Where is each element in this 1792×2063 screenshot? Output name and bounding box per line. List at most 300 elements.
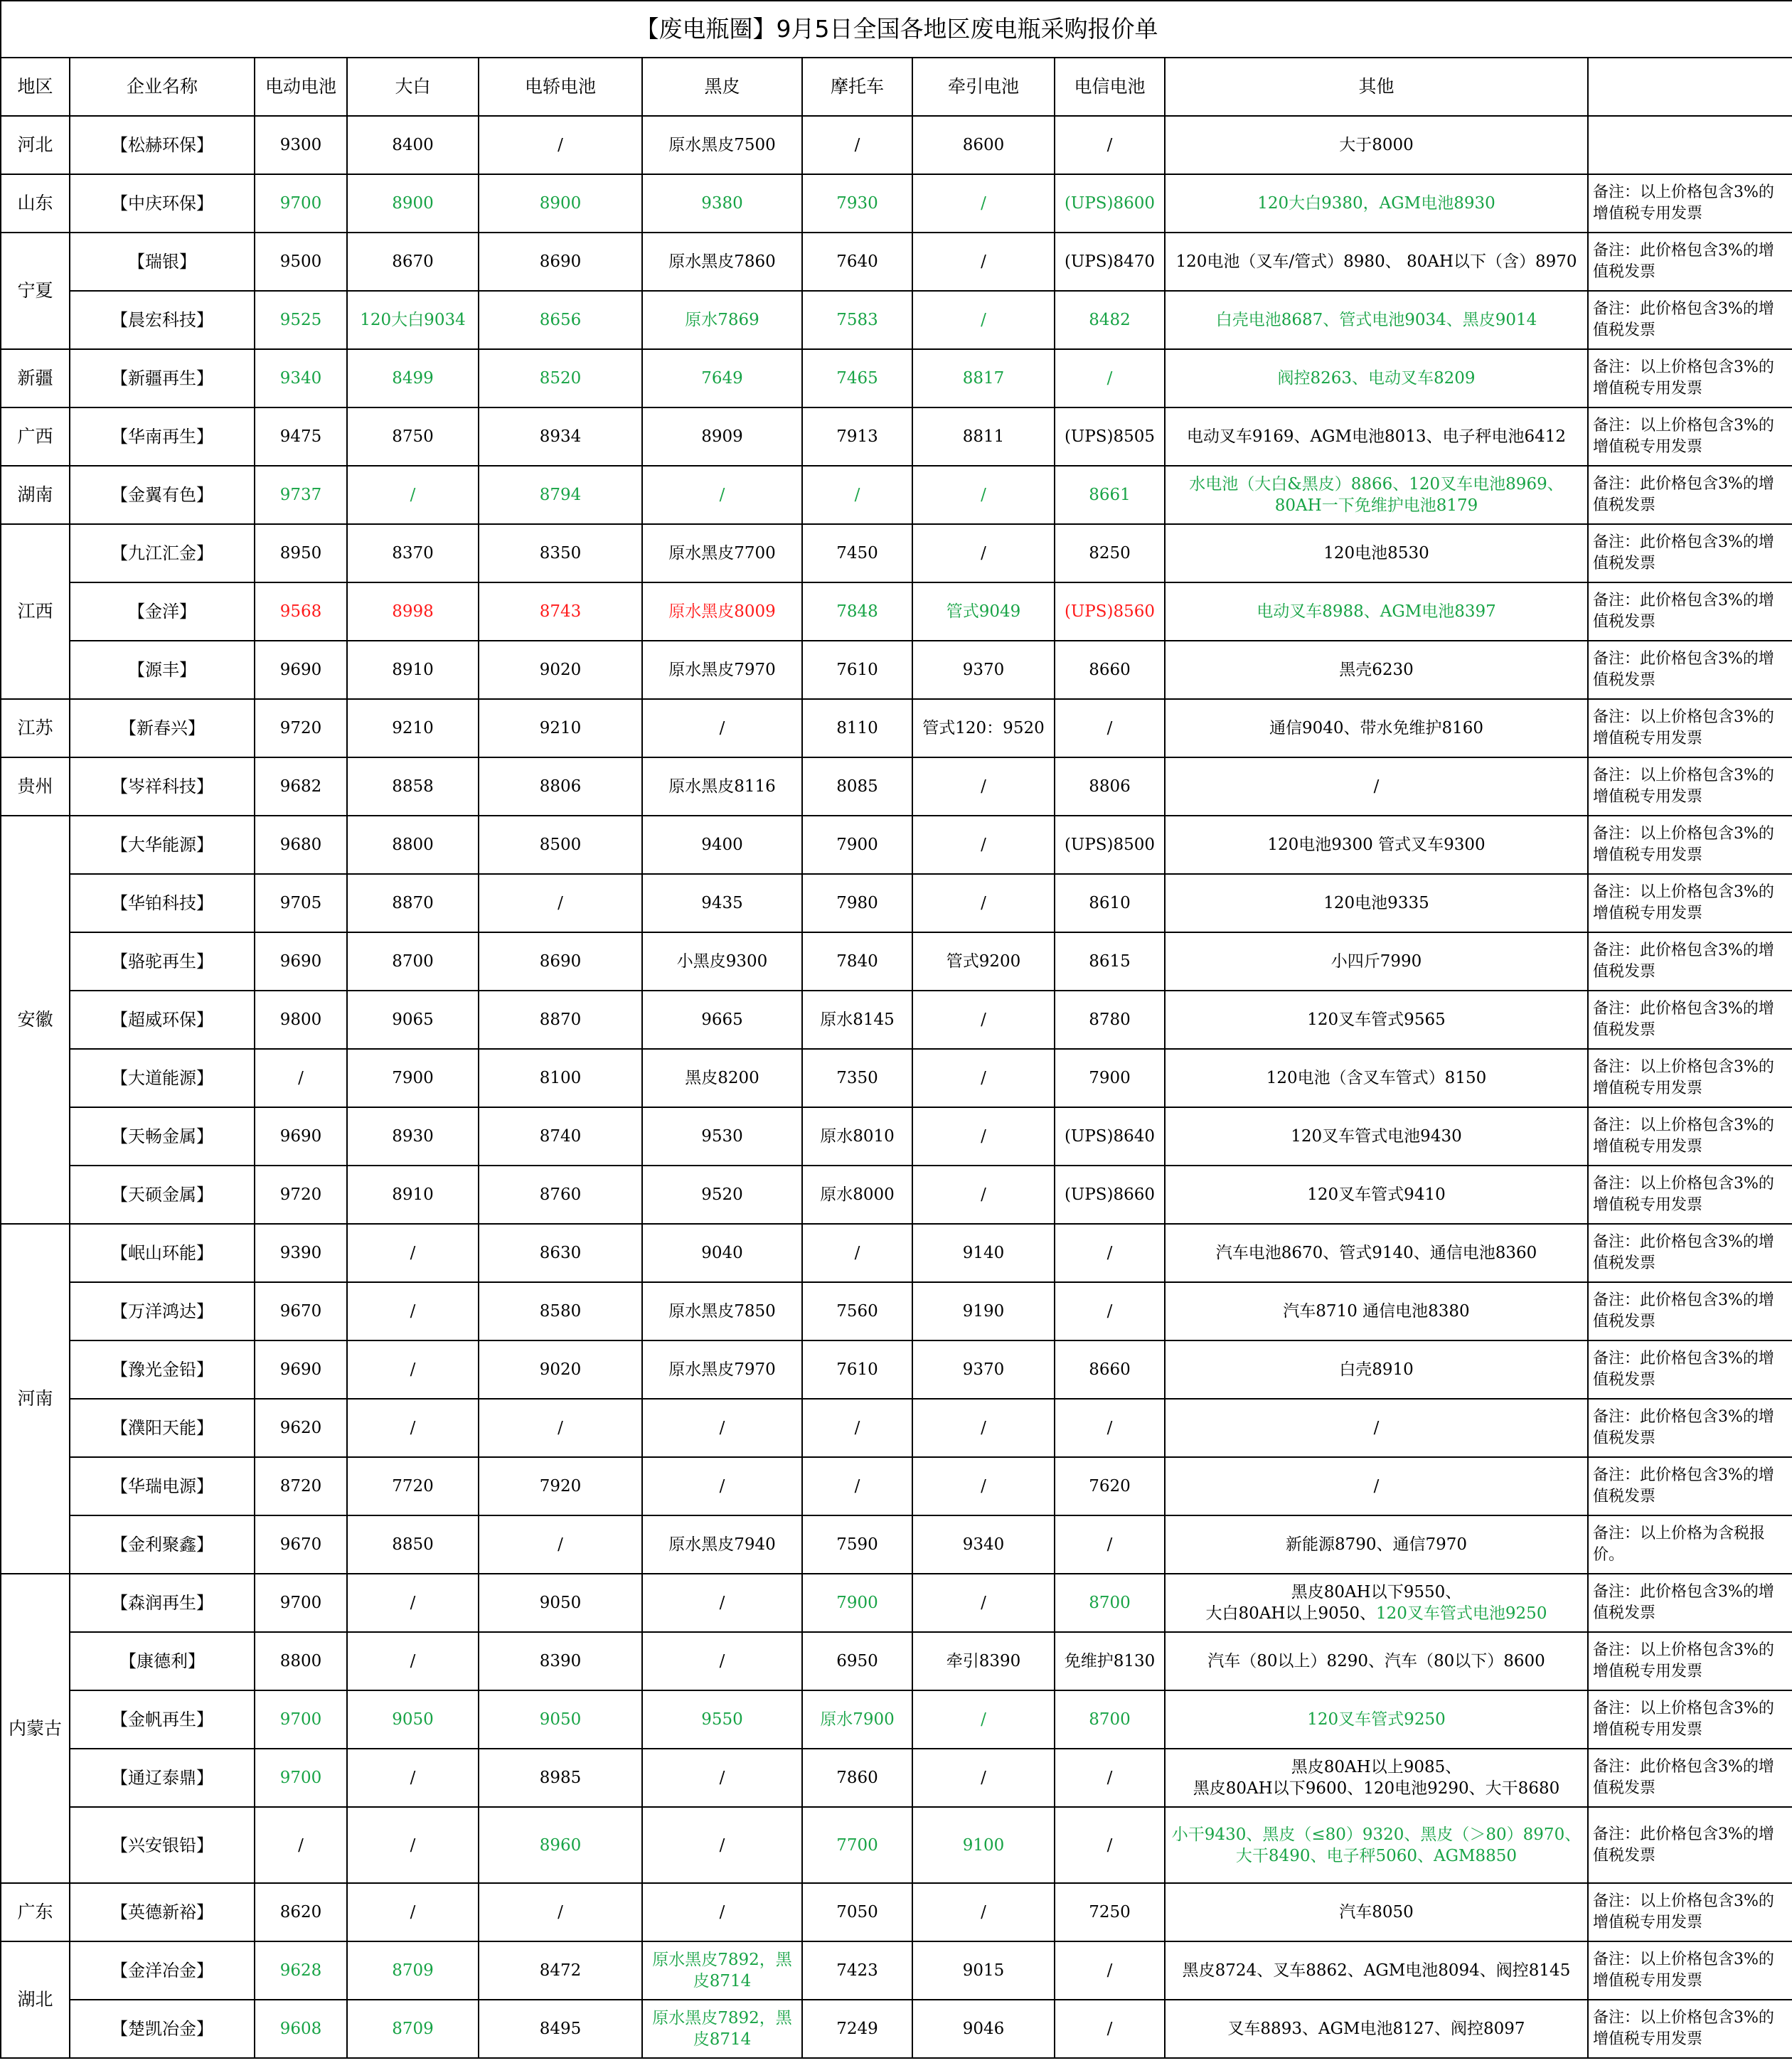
ev-battery-cell: 9690 — [255, 932, 347, 991]
company-cell: 【岑祥科技】 — [70, 757, 255, 816]
other-cell: 120叉车管式电池9430 — [1165, 1107, 1588, 1166]
traction-cell: 管式9200 — [912, 932, 1055, 991]
remark-cell — [1588, 116, 1792, 174]
other-cell: 通信9040、带水免维护8160 — [1165, 699, 1588, 757]
motorcycle-cell: / — [802, 1224, 912, 1282]
heipi-cell: 9550 — [642, 1690, 802, 1749]
other-cell: 120叉车管式9410 — [1165, 1166, 1588, 1224]
table-row — [1, 1574, 1792, 1632]
company-cell: 【豫光金铅】 — [70, 1340, 255, 1399]
heipi-cell: 9040 — [642, 1224, 802, 1282]
remark-cell: 备注：此价格包含3%的增值税发票 — [1588, 991, 1792, 1049]
ev-battery-cell: 8620 — [255, 1883, 347, 1941]
region-cell: 江苏 — [1, 699, 70, 757]
ev-battery-cell: 9690 — [255, 641, 347, 699]
other-cell: 120叉车管式9250 — [1165, 1690, 1588, 1749]
remark-cell: 备注：此价格包含3%的增值税发票 — [1588, 1224, 1792, 1282]
table-row — [1, 291, 1792, 349]
dabai-cell: / — [347, 1224, 479, 1282]
telecom-cell: (UPS)8660 — [1055, 1166, 1165, 1224]
column-header: 电轿电池 — [479, 58, 642, 116]
heipi-cell: / — [642, 699, 802, 757]
car-battery-cell: 8985 — [479, 1749, 642, 1807]
traction-cell: / — [912, 291, 1055, 349]
region-cell: 湖北 — [1, 1941, 70, 2058]
traction-cell: / — [912, 466, 1055, 524]
company-cell: 【金翼有色】 — [70, 466, 255, 524]
motorcycle-cell: 7900 — [802, 1574, 912, 1632]
company-cell: 【岷山环能】 — [70, 1224, 255, 1282]
column-header: 黑皮 — [642, 58, 802, 116]
other-cell: / — [1165, 1399, 1588, 1457]
heipi-cell: 原水黑皮7970 — [642, 641, 802, 699]
motorcycle-cell: / — [802, 116, 912, 174]
ev-battery-cell: 9800 — [255, 991, 347, 1049]
table-row — [1, 1224, 1792, 1282]
company-cell: 【松赫环保】 — [70, 116, 255, 174]
traction-cell: 管式9049 — [912, 582, 1055, 641]
ev-battery-cell: 9737 — [255, 466, 347, 524]
motorcycle-cell: 7590 — [802, 1515, 912, 1574]
table-row — [1, 407, 1792, 466]
other-cell: 120电池9335 — [1165, 874, 1588, 932]
car-battery-cell: 8743 — [479, 582, 642, 641]
car-battery-cell: 8350 — [479, 524, 642, 582]
other-cell: 白壳电池8687、管式电池9034、黑皮9014 — [1165, 291, 1588, 349]
table-row — [1, 699, 1792, 757]
car-battery-cell: / — [479, 1515, 642, 1574]
dabai-cell: / — [347, 1632, 479, 1690]
region-cell: 安徽 — [1, 816, 70, 1224]
table-row — [1, 1883, 1792, 1941]
traction-cell: / — [912, 233, 1055, 291]
heipi-cell: 8909 — [642, 407, 802, 466]
motorcycle-cell: 7913 — [802, 407, 912, 466]
remark-cell: 备注：以上价格包含3%的增值税专用发票 — [1588, 1690, 1792, 1749]
car-battery-cell: 8100 — [479, 1049, 642, 1107]
dabai-cell: 8870 — [347, 874, 479, 932]
car-battery-cell: / — [479, 874, 642, 932]
motorcycle-cell: 原水8010 — [802, 1107, 912, 1166]
motorcycle-cell: 7700 — [802, 1807, 912, 1883]
region-cell: 广东 — [1, 1883, 70, 1941]
column-header: 企业名称 — [70, 58, 255, 116]
dabai-cell: / — [347, 1282, 479, 1340]
heipi-cell: / — [642, 1632, 802, 1690]
table-row — [1, 1166, 1792, 1224]
ev-battery-cell: 9670 — [255, 1515, 347, 1574]
column-header — [1588, 58, 1792, 116]
telecom-cell: / — [1055, 1515, 1165, 1574]
car-battery-cell: 9210 — [479, 699, 642, 757]
motorcycle-cell: 7350 — [802, 1049, 912, 1107]
company-cell: 【英德新裕】 — [70, 1883, 255, 1941]
other-cell: 新能源8790、通信7970 — [1165, 1515, 1588, 1574]
heipi-cell: 原水7869 — [642, 291, 802, 349]
car-battery-cell: 9050 — [479, 1574, 642, 1632]
telecom-cell: 8660 — [1055, 1340, 1165, 1399]
telecom-cell: / — [1055, 349, 1165, 407]
motorcycle-cell: 7450 — [802, 524, 912, 582]
telecom-cell: 8615 — [1055, 932, 1165, 991]
dabai-cell: 8930 — [347, 1107, 479, 1166]
remark-cell: 备注：以上价格包含3%的增值税专用发票 — [1588, 1107, 1792, 1166]
other-cell: 阀控8263、电动叉车8209 — [1165, 349, 1588, 407]
dabai-cell: 9050 — [347, 1690, 479, 1749]
remark-cell: 备注：此价格包含3%的增值税发票 — [1588, 1457, 1792, 1515]
company-cell: 【大道能源】 — [70, 1049, 255, 1107]
table-row — [1, 233, 1792, 291]
telecom-cell: / — [1055, 1749, 1165, 1807]
heipi-cell: 原水黑皮7500 — [642, 116, 802, 174]
remark-cell: 备注：此价格包含3%的增值税发票 — [1588, 233, 1792, 291]
company-cell: 【天硕金属】 — [70, 1166, 255, 1224]
remark-cell: 备注：以上价格包含3%的增值税专用发票 — [1588, 699, 1792, 757]
ev-battery-cell: 9628 — [255, 1941, 347, 2000]
remark-cell: 备注：此价格包含3%的增值税发票 — [1588, 524, 1792, 582]
table-row — [1, 757, 1792, 816]
table-row — [1, 349, 1792, 407]
heipi-cell: 原水黑皮7970 — [642, 1340, 802, 1399]
page-title: 【废电瓶圈】9月5日全国各地区废电瓶采购报价单 — [1, 1, 1792, 58]
motorcycle-cell: 7583 — [802, 291, 912, 349]
heipi-cell: 原水黑皮7892，黑皮8714 — [642, 2000, 802, 2058]
car-battery-cell: 8760 — [479, 1166, 642, 1224]
motorcycle-cell: 原水8000 — [802, 1166, 912, 1224]
telecom-cell: 8482 — [1055, 291, 1165, 349]
traction-cell: 9015 — [912, 1941, 1055, 2000]
dabai-cell: 8800 — [347, 816, 479, 874]
region-cell: 内蒙古 — [1, 1574, 70, 1883]
remark-cell: 备注：以上价格包含3%的增值税专用发票 — [1588, 1049, 1792, 1107]
heipi-cell: 9530 — [642, 1107, 802, 1166]
ev-battery-cell: 8720 — [255, 1457, 347, 1515]
company-cell: 【金洋冶金】 — [70, 1941, 255, 2000]
car-battery-cell: 8656 — [479, 291, 642, 349]
other-cell: 黑壳6230 — [1165, 641, 1588, 699]
heipi-cell: / — [642, 1883, 802, 1941]
motorcycle-cell: 7848 — [802, 582, 912, 641]
table-row — [1, 466, 1792, 524]
motorcycle-cell: 7560 — [802, 1282, 912, 1340]
heipi-cell: / — [642, 1749, 802, 1807]
ev-battery-cell: 9720 — [255, 1166, 347, 1224]
table-row — [1, 1632, 1792, 1690]
motorcycle-cell: / — [802, 466, 912, 524]
other-cell — [1165, 1574, 1588, 1632]
telecom-cell: 8660 — [1055, 641, 1165, 699]
company-cell: 【中庆环保】 — [70, 174, 255, 233]
heipi-cell: 9380 — [642, 174, 802, 233]
region-cell: 宁夏 — [1, 233, 70, 349]
remark-cell: 备注：此价格包含3%的增值税发票 — [1588, 1282, 1792, 1340]
telecom-cell: 8610 — [1055, 874, 1165, 932]
company-cell: 【九江汇金】 — [70, 524, 255, 582]
ev-battery-cell: 9700 — [255, 1690, 347, 1749]
region-cell: 贵州 — [1, 757, 70, 816]
car-battery-cell: 9050 — [479, 1690, 642, 1749]
remark-cell: 备注：此价格包含3%的增值税发票 — [1588, 932, 1792, 991]
motorcycle-cell: 7640 — [802, 233, 912, 291]
dabai-cell: / — [347, 1883, 479, 1941]
table-row — [1, 1107, 1792, 1166]
dabai-cell: 8709 — [347, 2000, 479, 2058]
other-cell — [1165, 1749, 1588, 1807]
other-cell: 小四斤7990 — [1165, 932, 1588, 991]
heipi-cell: 原水黑皮7850 — [642, 1282, 802, 1340]
heipi-cell: 9435 — [642, 874, 802, 932]
traction-cell: 9100 — [912, 1807, 1055, 1883]
telecom-cell: / — [1055, 116, 1165, 174]
traction-cell: 9340 — [912, 1515, 1055, 1574]
motorcycle-cell: 7423 — [802, 1941, 912, 2000]
company-cell: 【金利聚鑫】 — [70, 1515, 255, 1574]
table-row — [1, 1690, 1792, 1749]
remark-cell: 备注：以上价格包含3%的增值税专用发票 — [1588, 174, 1792, 233]
remark-cell: 备注：以上价格包含3%的增值税专用发票 — [1588, 2000, 1792, 2058]
company-cell: 【新春兴】 — [70, 699, 255, 757]
remark-cell: 备注：以上价格为含税报价。 — [1588, 1515, 1792, 1574]
remark-cell: 备注：此价格包含3%的增值税发票 — [1588, 641, 1792, 699]
traction-cell: 8811 — [912, 407, 1055, 466]
ev-battery-cell: 9705 — [255, 874, 347, 932]
company-cell: 【通辽泰鼎】 — [70, 1749, 255, 1807]
company-cell: 【森润再生】 — [70, 1574, 255, 1632]
other-cell: 大于8000 — [1165, 116, 1588, 174]
ev-battery-cell: 9690 — [255, 1107, 347, 1166]
traction-cell: / — [912, 1749, 1055, 1807]
company-cell: 【楚凯冶金】 — [70, 2000, 255, 2058]
traction-cell: / — [912, 816, 1055, 874]
heipi-cell: 9665 — [642, 991, 802, 1049]
traction-cell: 9046 — [912, 2000, 1055, 2058]
company-cell: 【源丰】 — [70, 641, 255, 699]
ev-battery-cell: 8950 — [255, 524, 347, 582]
traction-cell: 9140 — [912, 1224, 1055, 1282]
traction-cell: / — [912, 524, 1055, 582]
region-cell: 广西 — [1, 407, 70, 466]
ev-battery-cell: / — [255, 1049, 347, 1107]
company-cell: 【华铂科技】 — [70, 874, 255, 932]
car-battery-cell: 8934 — [479, 407, 642, 466]
traction-cell: 8600 — [912, 116, 1055, 174]
motorcycle-cell: 7610 — [802, 1340, 912, 1399]
dabai-cell: 8858 — [347, 757, 479, 816]
telecom-cell: 7900 — [1055, 1049, 1165, 1107]
company-cell: 【华南再生】 — [70, 407, 255, 466]
motorcycle-cell: / — [802, 1399, 912, 1457]
motorcycle-cell: 8110 — [802, 699, 912, 757]
dabai-cell: 8709 — [347, 1941, 479, 2000]
region-cell: 新疆 — [1, 349, 70, 407]
remark-cell: 备注：此价格包含3%的增值税发票 — [1588, 1399, 1792, 1457]
ev-battery-cell: 9700 — [255, 174, 347, 233]
remark-cell: 备注：以上价格包含3%的增值税专用发票 — [1588, 349, 1792, 407]
table-row — [1, 1807, 1792, 1883]
ev-battery-cell: 9670 — [255, 1282, 347, 1340]
dabai-cell: / — [347, 1807, 479, 1883]
motorcycle-cell: / — [802, 1457, 912, 1515]
traction-cell: 牵引8390 — [912, 1632, 1055, 1690]
dabai-cell: 9065 — [347, 991, 479, 1049]
car-battery-cell: / — [479, 1883, 642, 1941]
table-header-row — [1, 58, 1792, 116]
car-battery-cell: 8794 — [479, 466, 642, 524]
ev-battery-cell: 9340 — [255, 349, 347, 407]
telecom-cell: 免维护8130 — [1055, 1632, 1165, 1690]
other-cell: 水电池（大白&黑皮）8866、120叉车电池8969、80AH一下免维护电池8179 — [1165, 466, 1588, 524]
telecom-cell: / — [1055, 1282, 1165, 1340]
other-cell-line: 黑皮80AH以下9550、 — [1291, 1583, 1462, 1601]
traction-cell: / — [912, 1166, 1055, 1224]
remark-cell: 备注：以上价格包含3%的增值税专用发票 — [1588, 1883, 1792, 1941]
car-battery-cell: 8520 — [479, 349, 642, 407]
heipi-cell: 原水黑皮8009 — [642, 582, 802, 641]
ev-battery-cell: 9390 — [255, 1224, 347, 1282]
region-cell: 山东 — [1, 174, 70, 233]
table-row — [1, 1049, 1792, 1107]
ev-battery-cell: 9680 — [255, 816, 347, 874]
motorcycle-cell: 7900 — [802, 816, 912, 874]
telecom-cell: (UPS)8600 — [1055, 174, 1165, 233]
company-cell: 【华瑞电源】 — [70, 1457, 255, 1515]
table-row — [1, 524, 1792, 582]
motorcycle-cell: 7050 — [802, 1883, 912, 1941]
other-cell: 汽车电池8670、管式9140、通信电池8360 — [1165, 1224, 1588, 1282]
other-cell: 120电池9300 管式叉车9300 — [1165, 816, 1588, 874]
column-header: 电动电池 — [255, 58, 347, 116]
remark-cell: 备注：此价格包含3%的增值税发票 — [1588, 1574, 1792, 1632]
heipi-cell: 9520 — [642, 1166, 802, 1224]
telecom-cell: (UPS)8470 — [1055, 233, 1165, 291]
traction-cell: 9190 — [912, 1282, 1055, 1340]
motorcycle-cell: 7610 — [802, 641, 912, 699]
traction-cell: / — [912, 1107, 1055, 1166]
company-cell: 【天畅金属】 — [70, 1107, 255, 1166]
motorcycle-cell: 6950 — [802, 1632, 912, 1690]
dabai-cell: 8670 — [347, 233, 479, 291]
traction-cell: / — [912, 1049, 1055, 1107]
dabai-cell: / — [347, 1340, 479, 1399]
telecom-cell: / — [1055, 1399, 1165, 1457]
other-cell: 白壳8910 — [1165, 1340, 1588, 1399]
telecom-cell: 8700 — [1055, 1690, 1165, 1749]
heipi-cell: 原水黑皮7860 — [642, 233, 802, 291]
car-battery-cell: 8900 — [479, 174, 642, 233]
other-cell: 汽车8050 — [1165, 1883, 1588, 1941]
dabai-cell: / — [347, 1574, 479, 1632]
traction-cell: 9370 — [912, 1340, 1055, 1399]
ev-battery-cell: 9720 — [255, 699, 347, 757]
heipi-cell: 原水黑皮7892，黑皮8714 — [642, 1941, 802, 2000]
table-row — [1, 1340, 1792, 1399]
remark-cell: 备注：此价格包含3%的增值税发票 — [1588, 466, 1792, 524]
region-cell: 江西 — [1, 524, 70, 699]
other-cell: 汽车8710 通信电池8380 — [1165, 1282, 1588, 1340]
telecom-cell: (UPS)8640 — [1055, 1107, 1165, 1166]
dabai-cell: 7720 — [347, 1457, 479, 1515]
remark-cell: 备注：以上价格包含3%的增值税专用发票 — [1588, 407, 1792, 466]
telecom-cell: 8661 — [1055, 466, 1165, 524]
dabai-cell: 8700 — [347, 932, 479, 991]
car-battery-cell: 8630 — [479, 1224, 642, 1282]
motorcycle-cell: 7249 — [802, 2000, 912, 2058]
car-battery-cell: 8472 — [479, 1941, 642, 2000]
heipi-cell: 9400 — [642, 816, 802, 874]
company-cell: 【超威环保】 — [70, 991, 255, 1049]
table-row — [1, 2000, 1792, 2058]
heipi-cell: 原水黑皮7700 — [642, 524, 802, 582]
other-cell: 电动叉车8988、AGM电池8397 — [1165, 582, 1588, 641]
heipi-cell: / — [642, 466, 802, 524]
ev-battery-cell: 9525 — [255, 291, 347, 349]
company-cell: 【兴安银铅】 — [70, 1807, 255, 1883]
region-cell: 河北 — [1, 116, 70, 174]
ev-battery-cell: 9300 — [255, 116, 347, 174]
remark-cell: 备注：此价格包含3%的增值税发票 — [1588, 1340, 1792, 1399]
telecom-cell: / — [1055, 1807, 1165, 1883]
car-battery-cell: 8580 — [479, 1282, 642, 1340]
dabai-cell: 8499 — [347, 349, 479, 407]
other-cell: 120电池8530 — [1165, 524, 1588, 582]
dabai-cell: 9210 — [347, 699, 479, 757]
telecom-cell: / — [1055, 2000, 1165, 2058]
table-row — [1, 116, 1792, 174]
other-cell: 黑皮8724、叉车8862、AGM电池8094、阀控8145 — [1165, 1941, 1588, 2000]
traction-cell: / — [912, 1574, 1055, 1632]
car-battery-cell: 9020 — [479, 641, 642, 699]
motorcycle-cell: 原水7900 — [802, 1690, 912, 1749]
traction-cell: / — [912, 874, 1055, 932]
car-battery-cell: 8500 — [479, 816, 642, 874]
heipi-cell: 7649 — [642, 349, 802, 407]
car-battery-cell: 8390 — [479, 1632, 642, 1690]
traction-cell: / — [912, 1399, 1055, 1457]
telecom-cell: 7250 — [1055, 1883, 1165, 1941]
other-cell: 120叉车管式9565 — [1165, 991, 1588, 1049]
car-battery-cell: 8870 — [479, 991, 642, 1049]
heipi-cell: 黑皮8200 — [642, 1049, 802, 1107]
motorcycle-cell: 7930 — [802, 174, 912, 233]
ev-battery-cell: 9700 — [255, 1749, 347, 1807]
remark-cell: 备注：此价格包含3%的增值税发票 — [1588, 1807, 1792, 1883]
telecom-cell: (UPS)8505 — [1055, 407, 1165, 466]
heipi-cell: / — [642, 1399, 802, 1457]
dabai-cell: 8910 — [347, 1166, 479, 1224]
telecom-cell: (UPS)8500 — [1055, 816, 1165, 874]
traction-cell: / — [912, 757, 1055, 816]
remark-cell: 备注：此价格包含3%的增值税发票 — [1588, 1749, 1792, 1807]
table-row — [1, 874, 1792, 932]
motorcycle-cell: 原水8145 — [802, 991, 912, 1049]
remark-cell: 备注：以上价格包含3%的增值税专用发票 — [1588, 1166, 1792, 1224]
traction-cell: / — [912, 1690, 1055, 1749]
table-row — [1, 816, 1792, 874]
motorcycle-cell: 8085 — [802, 757, 912, 816]
ev-battery-cell: / — [255, 1807, 347, 1883]
ev-battery-cell: 9500 — [255, 233, 347, 291]
company-cell: 【新疆再生】 — [70, 349, 255, 407]
table-row — [1, 991, 1792, 1049]
telecom-cell: 7620 — [1055, 1457, 1165, 1515]
column-header: 电信电池 — [1055, 58, 1165, 116]
company-cell: 【金洋】 — [70, 582, 255, 641]
company-cell: 【骆驼再生】 — [70, 932, 255, 991]
traction-cell: / — [912, 991, 1055, 1049]
company-cell: 【晨宏科技】 — [70, 291, 255, 349]
telecom-cell: (UPS)8560 — [1055, 582, 1165, 641]
other-cell: 120电池（含叉车管式）8150 — [1165, 1049, 1588, 1107]
